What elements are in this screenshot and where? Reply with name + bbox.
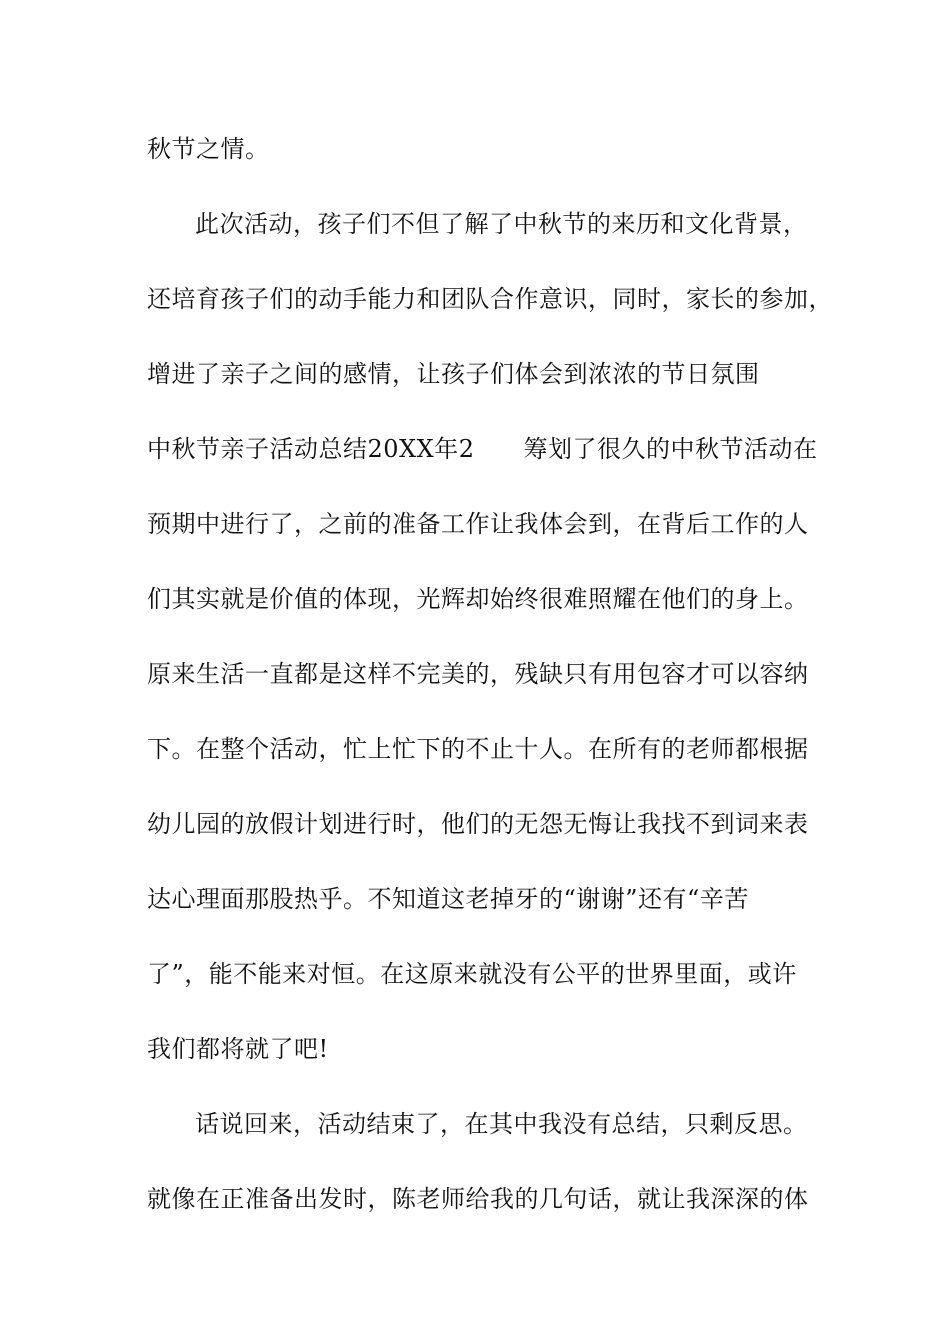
text-line: 就像在正准备出发时，陈老师给我的几句话，就让我深深的体 — [147, 1185, 809, 1213]
text-line: 们其实就是价值的体现，光辉却始终很难照耀在他们的身上。 — [147, 585, 809, 613]
section-heading-line: 中秋节亲子活动总结20XX年2 筹划了很久的中秋节活动在 — [147, 435, 818, 463]
text-line: 原来生活一直都是这样不完美的，残缺只有用包容才可以容纳 — [147, 660, 809, 688]
text-line: 秋节之情。 — [147, 135, 270, 163]
text-line: 预期中进行了，之前的准备工作让我体会到，在背后工作的人 — [147, 510, 809, 538]
text-line: 下。在整个活动，忙上忙下的不止十人。在所有的老师都根据 — [147, 735, 809, 763]
text-line: 增进了亲子之间的感情，让孩子们体会到浓浓的节日氛围 — [147, 360, 760, 388]
text-line: 我们都将就了吧! — [147, 1035, 329, 1063]
paragraph-start-line: 话说回来，活动结束了，在其中我没有总结，只剩反思。 — [195, 1110, 808, 1138]
text-line: 达心理面那股热乎。不知道这老掉牙的“谢谢”还有“辛苦 — [147, 885, 749, 913]
text-line: 了”，能不能来对恒。在这原来就没有公平的世界里面，或许 — [147, 960, 797, 988]
text-line: 幼儿园的放假计划进行时，他们的无怨无悔让我找不到词来表 — [147, 810, 809, 838]
paragraph-start-line: 此次活动，孩子们不但了解了中秋节的来历和文化背景， — [195, 210, 808, 238]
text-line: 还培育孩子们的动手能力和团队合作意识，同时，家长的参加， — [147, 285, 833, 313]
